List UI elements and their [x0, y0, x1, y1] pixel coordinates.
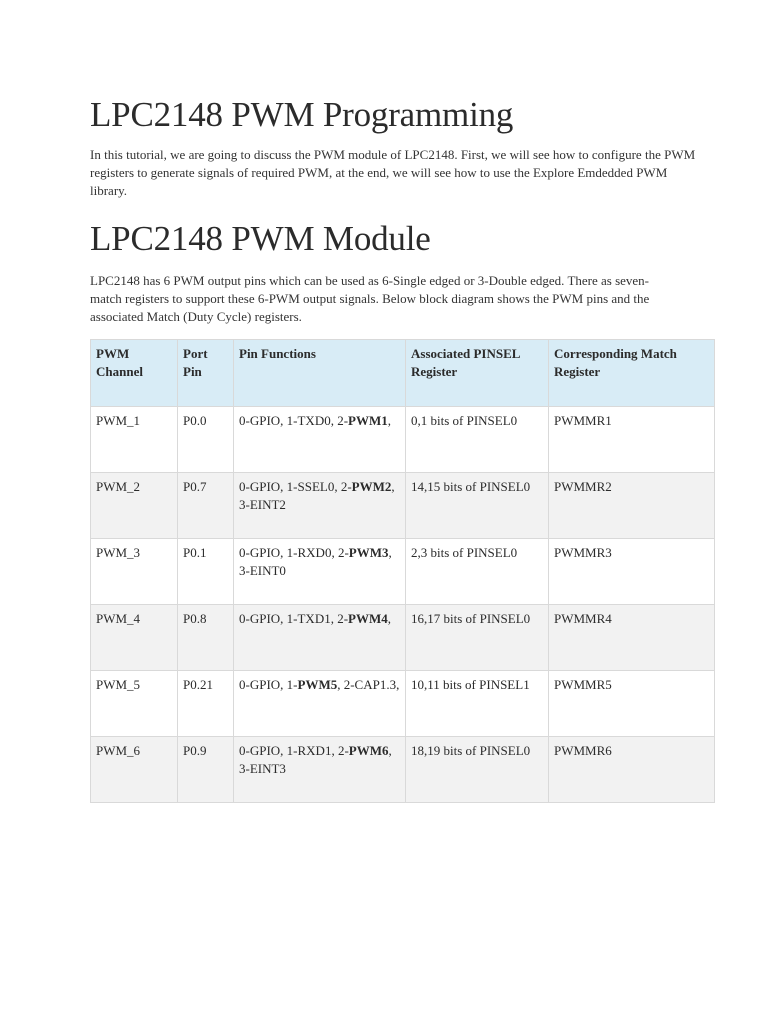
table-row	[91, 473, 715, 539]
cell-port-pin: P0.1	[178, 539, 234, 605]
pwm-function-name: PWM2	[351, 479, 392, 494]
pin-function-text: , 3-EINT2	[239, 479, 395, 512]
cell-port-pin: P0.0	[178, 407, 234, 473]
header-port-pin: Port Pin	[178, 340, 234, 407]
table-row	[91, 737, 715, 803]
cell-pin-functions	[234, 671, 406, 737]
cell-channel: PWM_3	[91, 539, 178, 605]
cell-match-register: PWMMR5	[549, 671, 715, 737]
cell-pin-functions	[234, 407, 406, 473]
pin-function-text: ,	[387, 611, 392, 626]
header-pin-functions: Pin Functions	[234, 340, 406, 407]
cell-channel: PWM_5	[91, 671, 178, 737]
cell-port-pin: P0.9	[178, 737, 234, 803]
pin-function-text: ,	[387, 413, 392, 428]
cell-match-register: PWMMR6	[549, 737, 715, 803]
pin-function-text: , 2-CAP1.3,	[337, 677, 400, 692]
table-row	[91, 539, 715, 605]
pwm-function-name: PWM4	[348, 611, 388, 626]
cell-match-register: PWMMR2	[549, 473, 715, 539]
cell-pinsel: 18,19 bits of PINSEL0	[406, 737, 549, 803]
cell-match-register: PWMMR1	[549, 407, 715, 473]
pwm-function-name: PWM1	[348, 413, 388, 428]
cell-channel: PWM_4	[91, 605, 178, 671]
header-pwm-channel: PWM Channel	[91, 340, 178, 407]
pin-function-text: 0-GPIO, 1-TXD0, 2-	[239, 413, 349, 428]
header-pinsel-register: Associated PINSEL Register	[406, 340, 549, 407]
cell-port-pin: P0.21	[178, 671, 234, 737]
cell-pin-functions	[234, 539, 406, 605]
cell-port-pin: P0.7	[178, 473, 234, 539]
cell-pinsel: 0,1 bits of PINSEL0	[406, 407, 549, 473]
cell-channel: PWM_1	[91, 407, 178, 473]
pin-function-text: 0-GPIO, 1-	[239, 677, 298, 692]
cell-pin-functions	[234, 737, 406, 803]
table-row	[91, 407, 715, 473]
section-title: LPC2148 PWM Module	[90, 219, 431, 258]
table-row	[91, 671, 715, 737]
cell-pinsel: 10,11 bits of PINSEL1	[406, 671, 549, 737]
page-title: LPC2148 PWM Programming	[90, 95, 514, 134]
pin-function-text: 0-GPIO, 1-SSEL0, 2-	[239, 479, 352, 494]
pwm-function-name: PWM6	[348, 743, 389, 758]
table-header-row	[91, 340, 715, 407]
pin-function-text: , 3-EINT0	[239, 545, 392, 578]
pin-function-text: , 3-EINT3	[239, 743, 392, 776]
cell-channel: PWM_6	[91, 737, 178, 803]
cell-pin-functions	[234, 473, 406, 539]
pwm-function-name: PWM5	[297, 677, 338, 692]
cell-pinsel: 14,15 bits of PINSEL0	[406, 473, 549, 539]
section-paragraph: LPC2148 has 6 PWM output pins which can be used as 6-Single edged or 3-Double edged. There as seven-match registers to support these 6-PWM output signals. Below block diagram shows the PWM pins and the associated Match (Duty Cycle) registers.	[90, 273, 650, 324]
pin-function-text: 0-GPIO, 1-RXD1, 2-	[239, 743, 349, 758]
cell-match-register: PWMMR3	[549, 539, 715, 605]
cell-port-pin: P0.8	[178, 605, 234, 671]
cell-channel: PWM_2	[91, 473, 178, 539]
cell-match-register: PWMMR4	[549, 605, 715, 671]
cell-pinsel: 16,17 bits of PINSEL0	[406, 605, 549, 671]
header-match-register: Corresponding Match Register	[549, 340, 715, 407]
pin-function-text: 0-GPIO, 1-TXD1, 2-	[239, 611, 349, 626]
intro-paragraph: In this tutorial, we are going to discuss the PWM module of LPC2148. First, we will see how to configure the PWM registers to generate signals of required PWM, at the end, we will see how to use the Explore Emdedded PWM library.	[90, 147, 696, 198]
pwm-function-name: PWM3	[348, 545, 389, 560]
table-row	[91, 605, 715, 671]
cell-pin-functions	[234, 605, 406, 671]
cell-pinsel: 2,3 bits of PINSEL0	[406, 539, 549, 605]
pwm-pin-table	[90, 339, 715, 803]
pin-function-text: 0-GPIO, 1-RXD0, 2-	[239, 545, 349, 560]
